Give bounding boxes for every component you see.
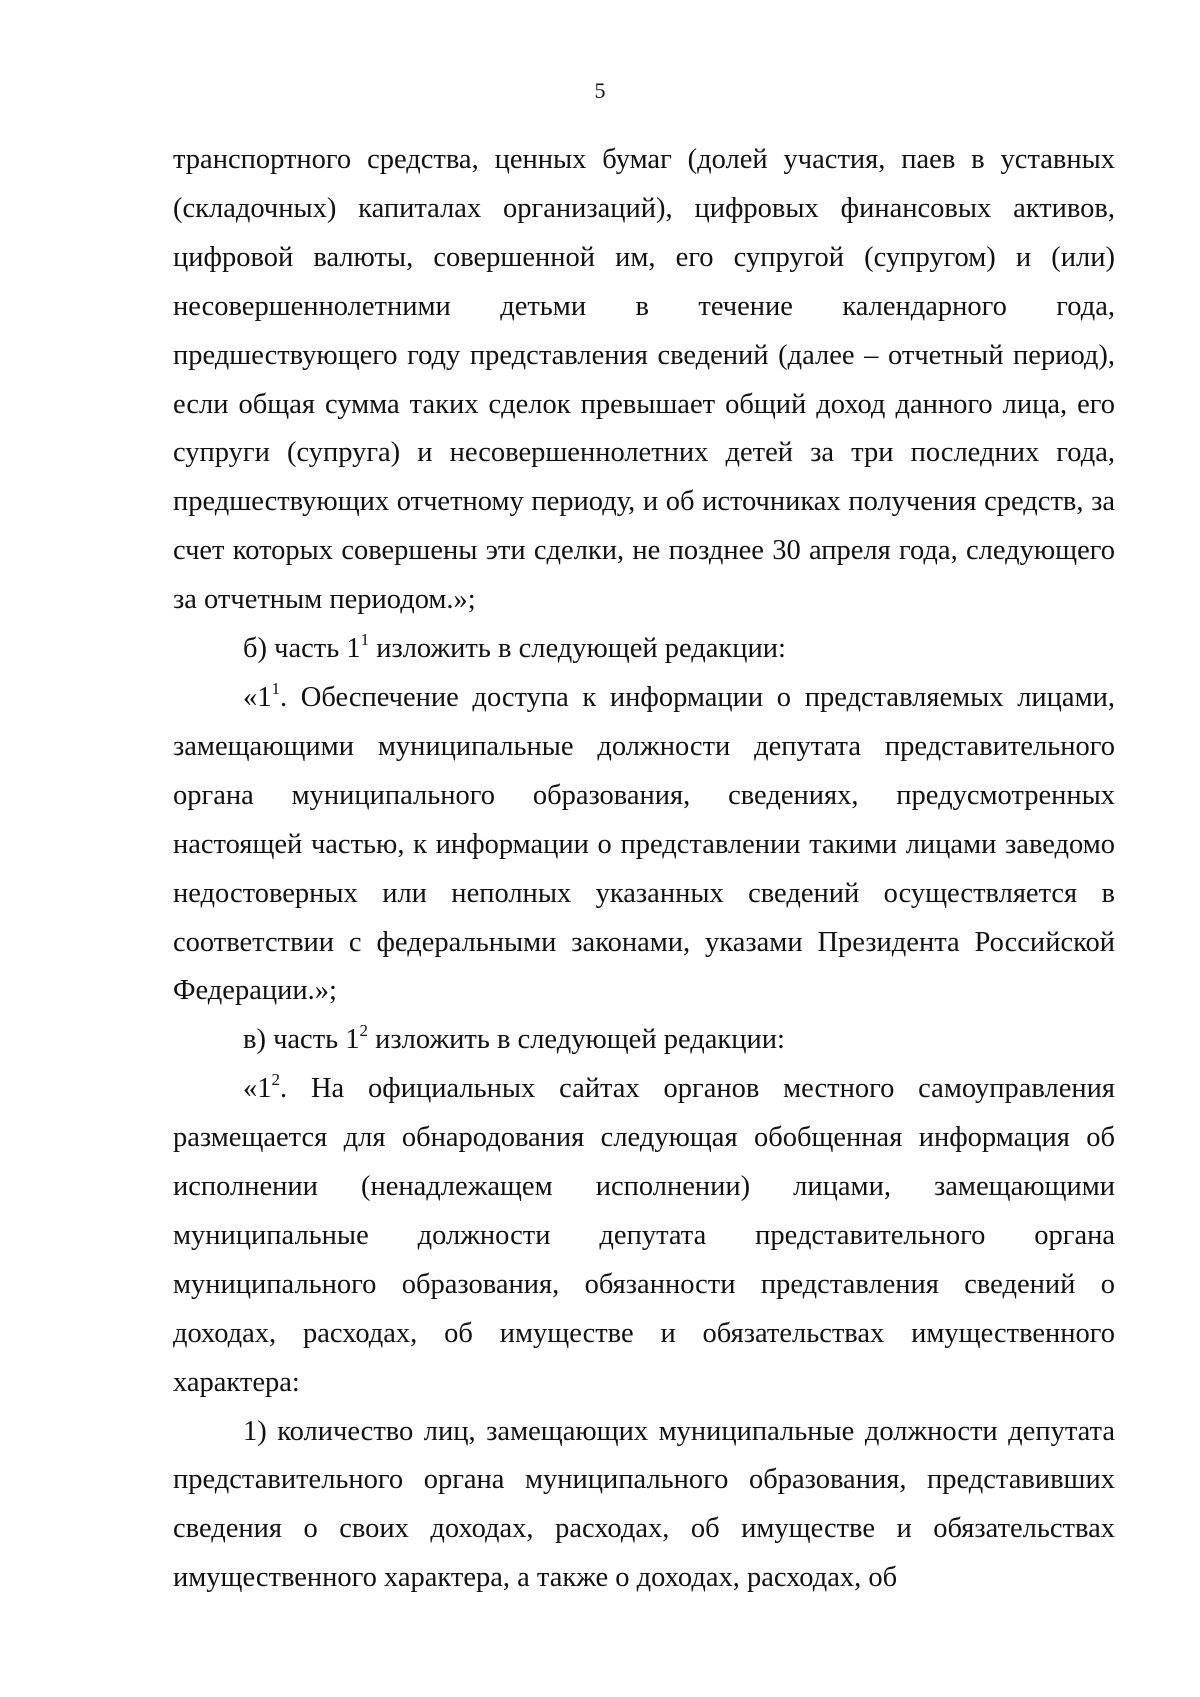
document-body — [173, 136, 1115, 1603]
paragraph-text: «1 — [243, 1073, 272, 1105]
superscript: 1 — [271, 678, 280, 698]
paragraph-text: . На официальных сайтах органов местного самоуправления размещается для обнародования следующая обобщенная информация об исполнении (ненадлежащем исполнении) лицами, замещающими муниципальные должности депутата представительного органа муниципального образования, обязанности представления сведений о доходах, расходах, об имуществе и обязательствах имущественного характера: — [173, 1073, 1115, 1398]
paragraph-text: изложить в следующей редакции: — [369, 633, 786, 665]
page-number: 5 — [594, 78, 606, 103]
superscript: 2 — [271, 1070, 280, 1090]
paragraph-text: изложить в следующей редакции: — [368, 1024, 785, 1056]
paragraph-part-1-1 — [173, 674, 1115, 1016]
paragraph-continuation: транспортного средства, ценных бумаг (долей участия, паев в уставных (складочных) капиталах организаций), цифровых финансовых активов, цифровой валюты, совершенной им, его супругой (супругом) и (или) несовершеннолетними детьми в течение календарного года, предшествующего году представления сведений (далее – отчетный период), если общая сумма таких сделок превышает общий доход данного лица, его супруги (супруга) и несовершеннолетних детей за три последних года, предшествующих отчетному периоду, и об источниках получения средств, за счет которых совершены эти сделки, не позднее 30 апреля года, следующего за отчетным периодом.»; — [173, 144, 1115, 616]
superscript: 1 — [360, 630, 370, 650]
paragraph-text: в) часть 1 — [243, 1024, 360, 1056]
paragraph-text: «1 — [243, 681, 272, 713]
paragraph-item-1: 1) количество лиц, замещающих муниципальные должности депутата представительного органа муниципального образования, представивших сведения о своих доходах, расходах, об имуществе и обязательствах имущественного характера, а также о доходах, расходах, об — [173, 1415, 1115, 1594]
paragraph-text: б) часть 1 — [243, 633, 361, 665]
paragraph-amendment-b — [173, 625, 1115, 674]
superscript: 2 — [359, 1021, 369, 1041]
paragraph-part-1-2 — [173, 1065, 1115, 1407]
paragraph-text: . Обеспечение доступа к информации о представляемых лицами, замещающими муниципальные должности депутата представительного органа муниципального образования, сведениях, предусмотренных настоящей частью, к информации о представлении такими лицами заведомо недостоверных или неполных указанных сведений осуществляется в соответствии с федеральными законами, указами Президента Российской Федерации.»; — [173, 681, 1115, 1007]
paragraph-amendment-v — [173, 1016, 1115, 1065]
